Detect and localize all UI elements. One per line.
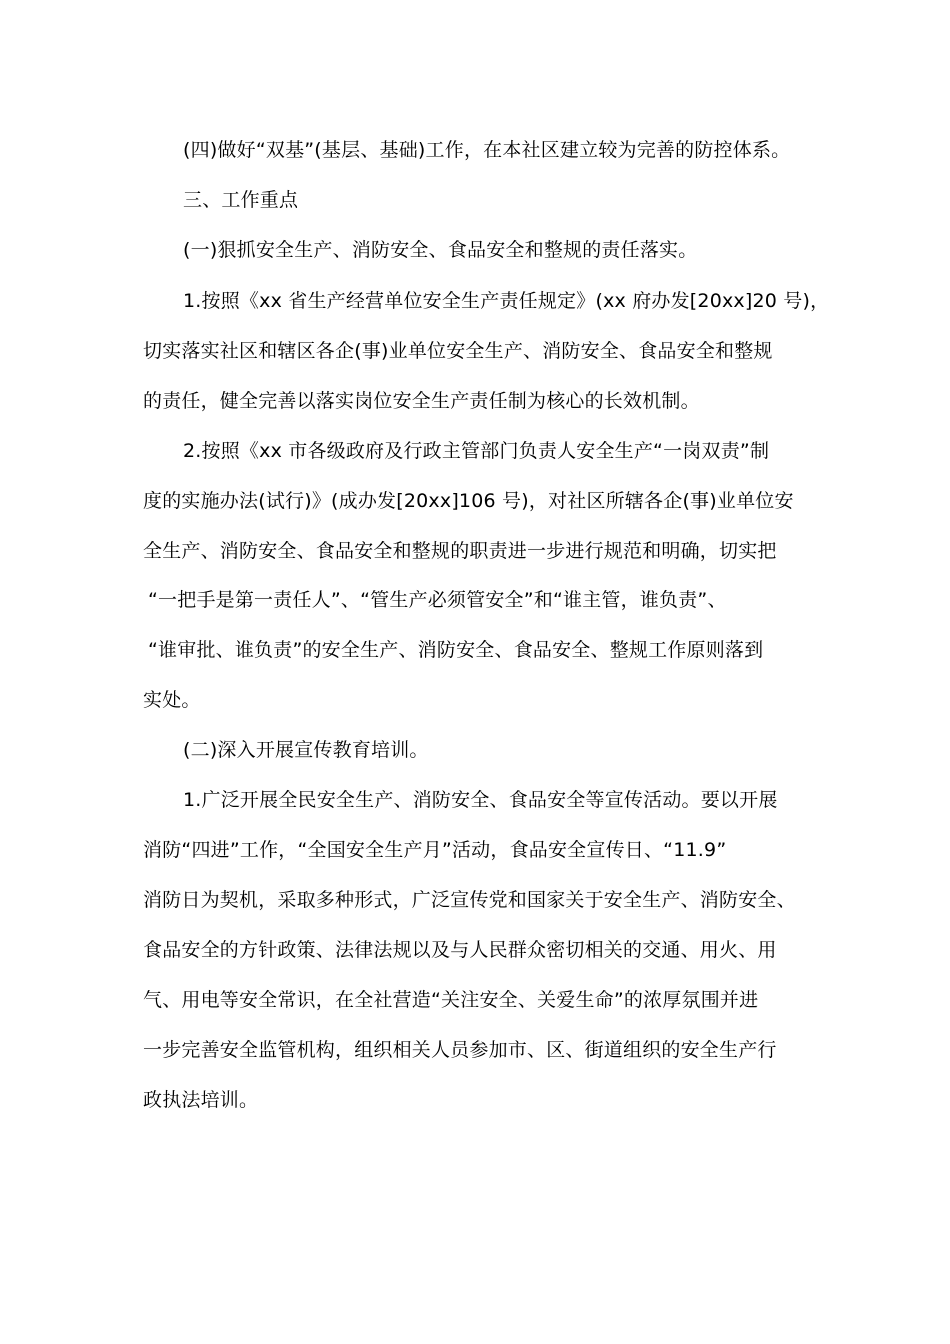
text-line: 食品安全的方针政策、法律法规以及与人民群众密切相关的交通、用火、用 <box>143 939 777 961</box>
text-line: 切实落实社区和辖区各企(事)业单位安全生产、消防安全、食品安全和整规 <box>143 340 773 362</box>
text-line: 1.广泛开展全民安全生产、消防安全、食品安全等宣传活动。要以开展 <box>183 789 778 811</box>
text-line: 2.按照《xx 市各级政府及行政主管部门负责人安全生产“一岗双责”制 <box>183 440 770 462</box>
text-line: 度的实施办法(试行)》(成办发[20xx]106 号)，对社区所辖各企(事)业单位安 <box>143 490 794 512</box>
text-line: 政执法培训。 <box>143 1089 259 1111</box>
subsection-heading: (二)深入开展宣传教育培训。 <box>183 739 429 761</box>
text-line: 实处。 <box>143 689 201 711</box>
text-line: 的责任，健全完善以落实岗位安全生产责任制为核心的长效机制。 <box>143 390 700 412</box>
text-line: 一步完善安全监管机构，组织相关人员参加市、区、街道组织的安全生产行 <box>143 1039 777 1061</box>
text-line: 气、用电等安全常识，在全社营造“关注安全、关爱生命”的浓厚氛围并进 <box>143 989 759 1011</box>
subsection-heading: (一)狠抓安全生产、消防安全、食品安全和整规的责任落实。 <box>183 239 698 261</box>
text-line: “一把手是第一责任人”、“管生产必须管安全”和“谁主管，谁负责”、 <box>148 589 727 611</box>
section-heading: 三、工作重点 <box>183 189 299 211</box>
text-line: 全生产、消防安全、食品安全和整规的职责进一步进行规范和明确，切实把 <box>143 540 777 562</box>
text-line: 消防日为契机，采取多种形式，广泛宣传党和国家关于安全生产、消防安全、 <box>143 889 796 911</box>
text-line: (四)做好“双基”(基层、基础)工作，在本社区建立较为完善的防控体系。 <box>183 139 791 161</box>
text-line: 1.按照《xx 省生产经营单位安全生产责任规定》(xx 府办发[20xx]20 号)， <box>183 290 830 312</box>
text-line: “谁审批、谁负责”的安全生产、消防安全、食品安全、整规工作原则落到 <box>148 639 764 661</box>
text-line: 消防“四进”工作，“全国安全生产月”活动，食品安全宣传日、“11.9” <box>143 839 727 861</box>
